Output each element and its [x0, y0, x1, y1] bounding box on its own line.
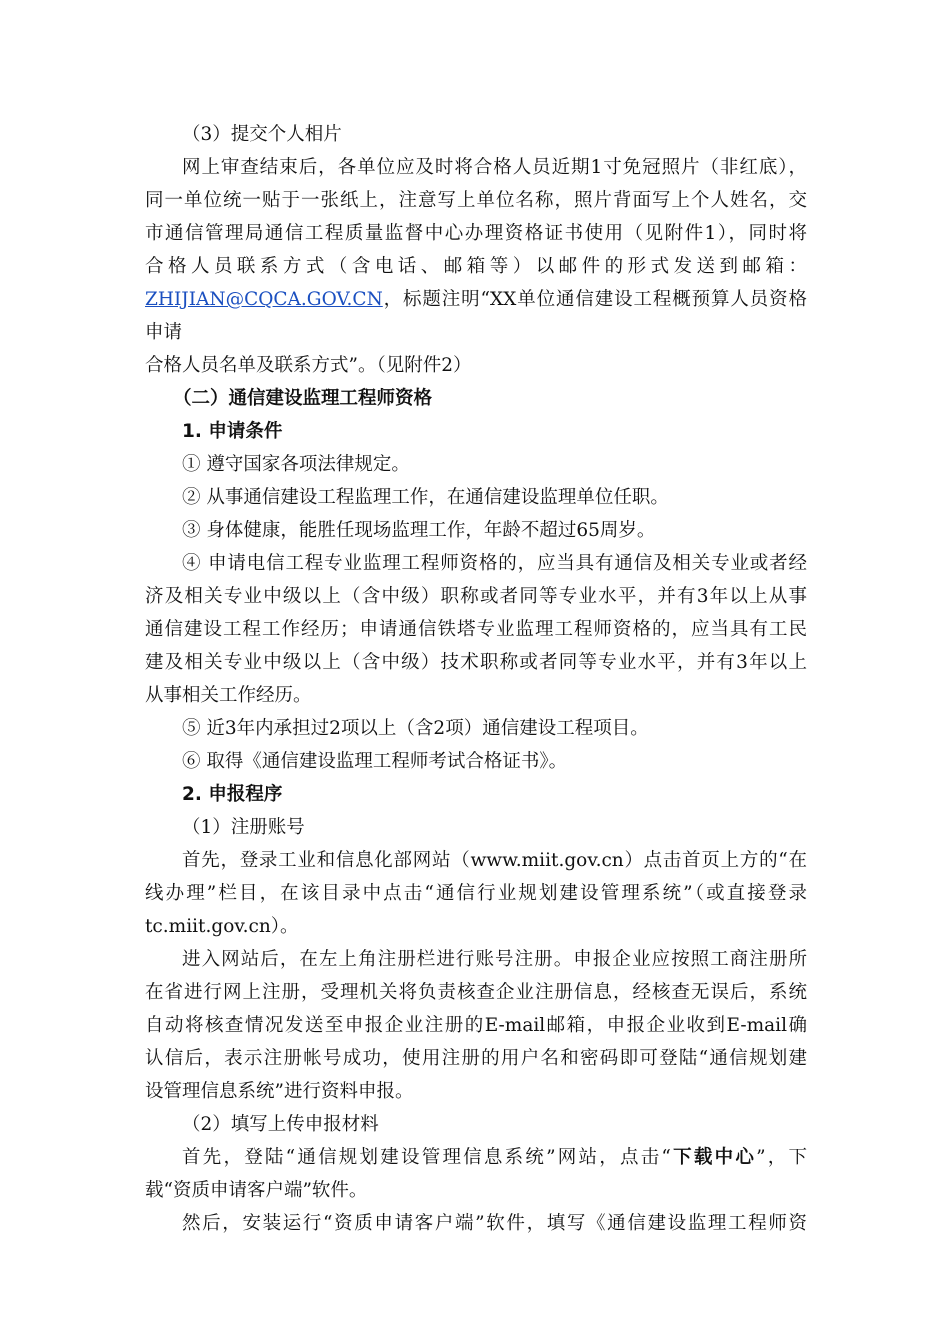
photo-para-line: 合格人员名单及联系方式”。（见附件2）: [145, 355, 472, 376]
step-para-line: [145, 1141, 807, 1174]
condition-line: 建及相关专业中级以上（含中级）技术职称或者同等专业水平，并有3年以上: [145, 652, 807, 673]
condition-item: ① 遵守国家各项法律规定。: [182, 454, 410, 475]
condition-item: ⑤ 近3年内承担过2项以上（含2项）通信建设工程项目。: [182, 718, 649, 739]
step-para-line: 载“资质申请客户端”软件。: [145, 1180, 368, 1201]
step-para-line: 首先，登录工业和信息化部网站（www.miit.gov.cn）点击首页上方的“在: [182, 850, 807, 871]
step-para-line: 线办理”栏目，在该目录中点击“通信行业规划建设管理系统”（或直接登录: [145, 883, 807, 904]
photo-para-line: 网上审查结束后，各单位应及时将合格人员近期1寸免冠照片（非红底），: [182, 157, 807, 178]
email-link[interactable]: ZHIJIAN@CQCA.GOV.CN: [145, 289, 383, 310]
photo-para-line: [145, 283, 807, 349]
condition-item: ⑥ 取得《通信建设监理工程师考试合格证书》。: [182, 751, 568, 772]
condition-item: ③ 身体健康，能胜任现场监理工作，年龄不超过65周岁。: [182, 520, 656, 541]
photo-heading: （3）提交个人相片: [182, 124, 342, 145]
step-para-line: 设管理信息系统”进行资料申报。: [145, 1081, 414, 1102]
section-heading: （二）通信建设监理工程师资格: [173, 388, 433, 409]
condition-line: 从事相关工作经历。: [145, 685, 312, 706]
step-para-line: 自动将核查情况发送至申报企业注册的E-mail邮箱，申报企业收到E-mail确: [145, 1015, 807, 1036]
photo-para-line: 合格人员联系方式（含电话、邮箱等）以邮件的形式发送到邮箱：: [145, 256, 807, 277]
step-para-line: 认信后，表示注册帐号成功，使用注册的用户名和密码即可登陆“通信规划建: [145, 1048, 807, 1069]
step-para-text: 首先，登陆“通信规划建设管理信息系统”网站，点击“: [182, 1147, 671, 1168]
download-center-text: 下载中心: [670, 1147, 757, 1168]
step-para-line: 在省进行网上注册，受理机关将负责核查企业注册信息，经核查无误后，系统: [145, 982, 807, 1003]
condition-line: 济及相关专业中级以上（含中级）职称或者同等专业水平，并有3年以上从事: [145, 586, 807, 607]
step-heading: （2）填写上传申报材料: [182, 1114, 379, 1135]
subsection-heading: 2. 申报程序: [182, 784, 283, 805]
step-heading: （1）注册账号: [182, 817, 305, 838]
step-para-line: tc.miit.gov.cn）。: [145, 916, 299, 937]
document-page: [145, 118, 807, 1240]
photo-para-line: 市通信管理局通信工程质量监督中心办理资格证书使用（见附件1），同时将: [145, 223, 807, 244]
condition-item: ④ 申请电信工程专业监理工程师资格的，应当具有通信及相关专业或者经: [182, 553, 807, 574]
condition-line: 通信建设工程工作经历；申请通信铁塔专业监理工程师资格的，应当具有工民: [145, 619, 807, 640]
photo-para-line: 同一单位统一贴于一张纸上，注意写上单位名称，照片背面写上个人姓名，交: [145, 190, 807, 211]
subsection-heading: 1. 申请条件: [182, 421, 283, 442]
photo-para-text: ，标题注明“XX单位通信建设工程概预算人员资格申请: [145, 289, 807, 343]
step-para-line: 然后，安装运行“资质申请客户端”软件，填写《通信建设监理工程师资: [182, 1213, 807, 1234]
step-para-line: 进入网站后，在左上角注册栏进行账号注册。申报企业应按照工商注册所: [182, 949, 807, 970]
step-para-text: ”，下: [756, 1147, 807, 1168]
condition-item: ② 从事通信建设工程监理工作，在通信建设监理单位任职。: [182, 487, 669, 508]
